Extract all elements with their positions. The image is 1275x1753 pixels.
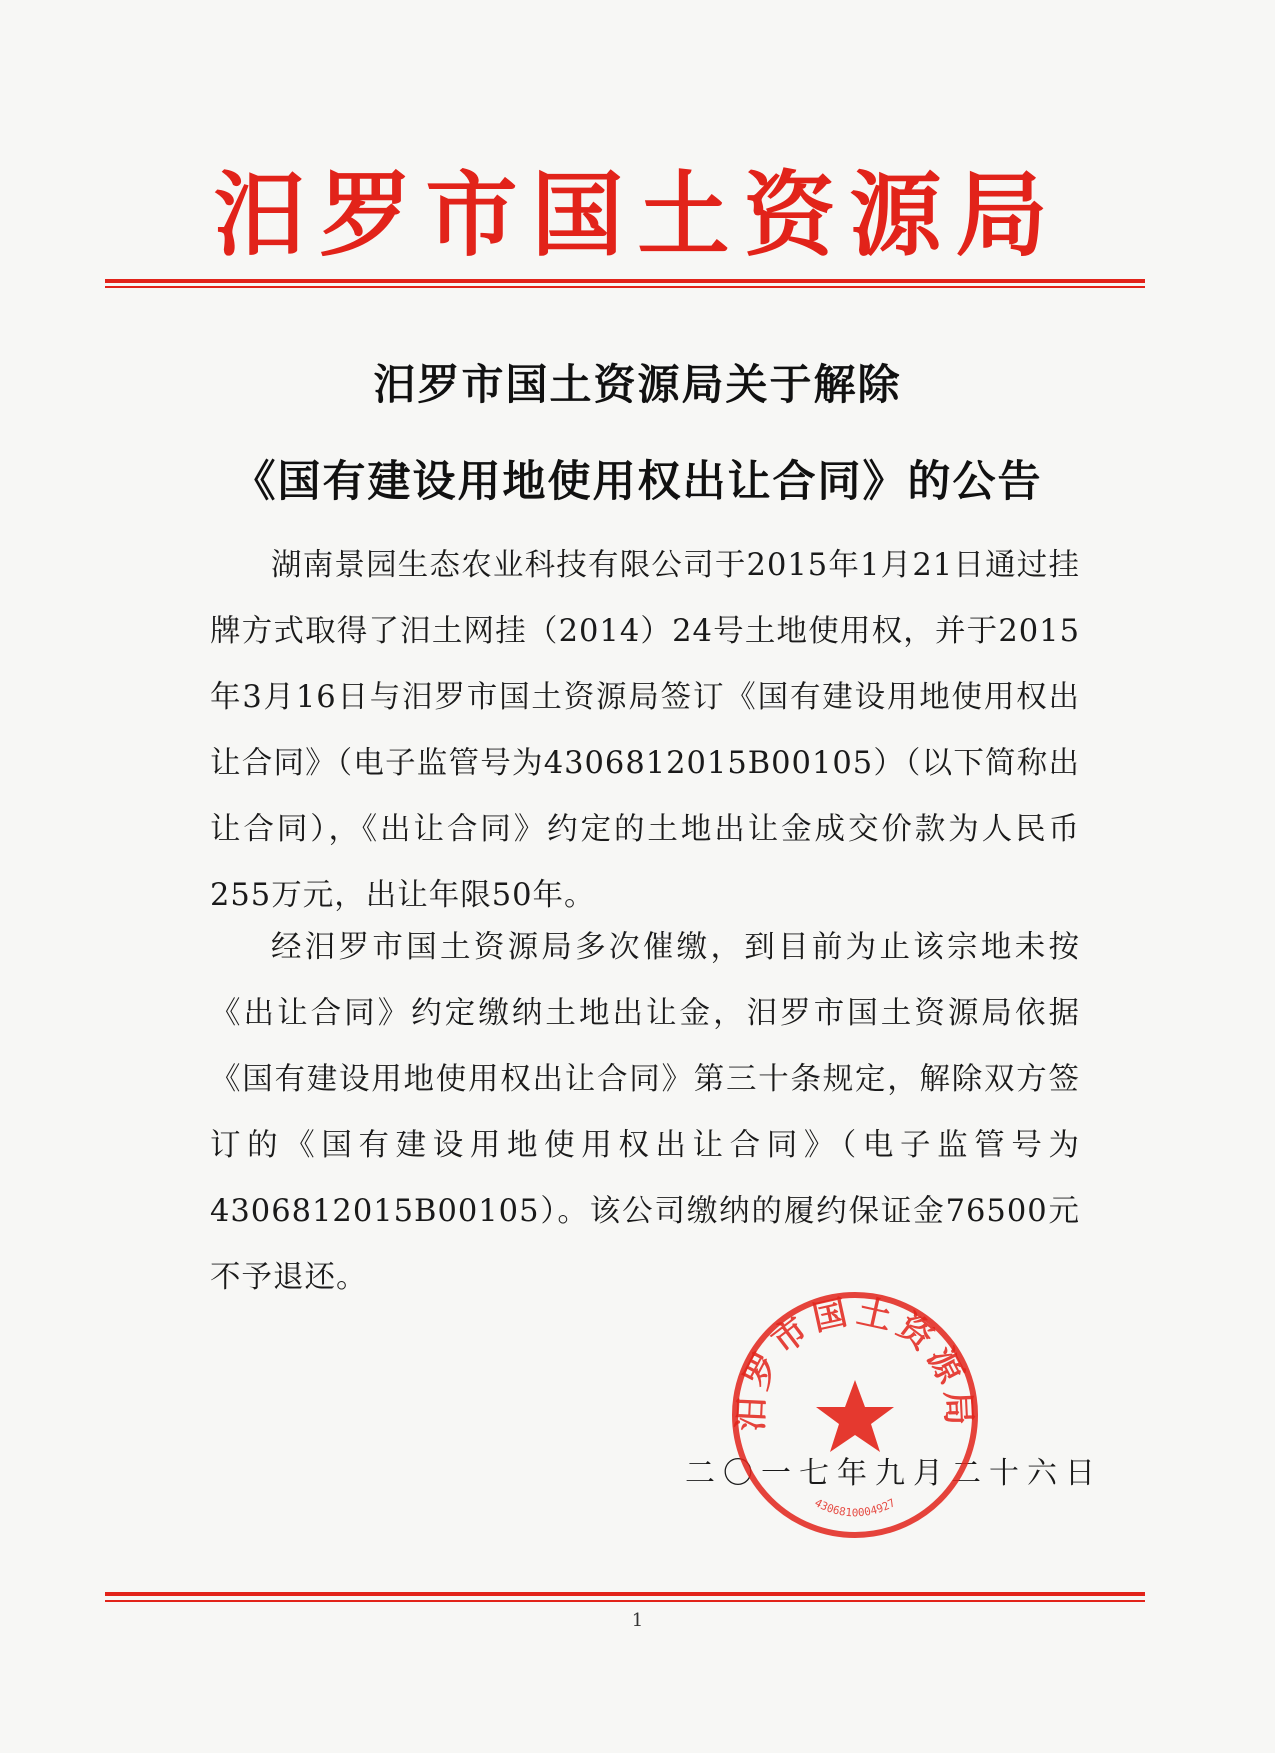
footer-rule-thick	[105, 1592, 1145, 1596]
letterhead-rule-thick	[105, 279, 1145, 283]
letterhead-rule-thin	[105, 286, 1145, 288]
body-paragraph-2-container	[210, 915, 1080, 1311]
notice-title-line-2: 《国有建设用地使用权出让合同》的公告	[232, 457, 1043, 507]
footer-rule-thin	[105, 1600, 1145, 1602]
page-number: 1	[631, 1610, 644, 1631]
body-paragraph-2: 经汨罗市国土资源局多次催缴，到目前为止该宗地未按《出让合同》约定缴纳土地出让金，汨罗市国土资源局依据《国有建设用地使用权出让合同》第三十条规定，解除双方签订的《国有建设用地使用权出让合同》（电子监管号为4306812015B00105）。该公司缴纳的履约保证金76500元不予退还。	[210, 930, 1080, 1295]
body-paragraph-1-container	[210, 533, 1080, 929]
svg-text:4306810004927: 4306810004927	[812, 1496, 898, 1520]
svg-text:汨罗市国土资源局: 汨罗市国土资源局	[731, 1291, 979, 1432]
body-paragraph-1: 湖南景园生态农业科技有限公司于2015年1月21日通过挂牌方式取得了汨土网挂（2014）24号土地使用权，并于2015年3月16日与汨罗市国土资源局签订《国有建设用地使用权出让合同》（电子监管号为4306812015B00105）（以下简称出让合同），《出让合同》约定的土地出让金成交价款为人民币255万元，出让年限50年。	[210, 548, 1080, 913]
official-seal-icon	[725, 1285, 985, 1545]
notice-title-line-1: 汨罗市国土资源局关于解除	[373, 360, 902, 409]
letterhead-title: 汨罗市国土资源局	[213, 161, 1062, 269]
signature-date: 二〇一七年九月二十六日	[685, 1456, 1103, 1491]
